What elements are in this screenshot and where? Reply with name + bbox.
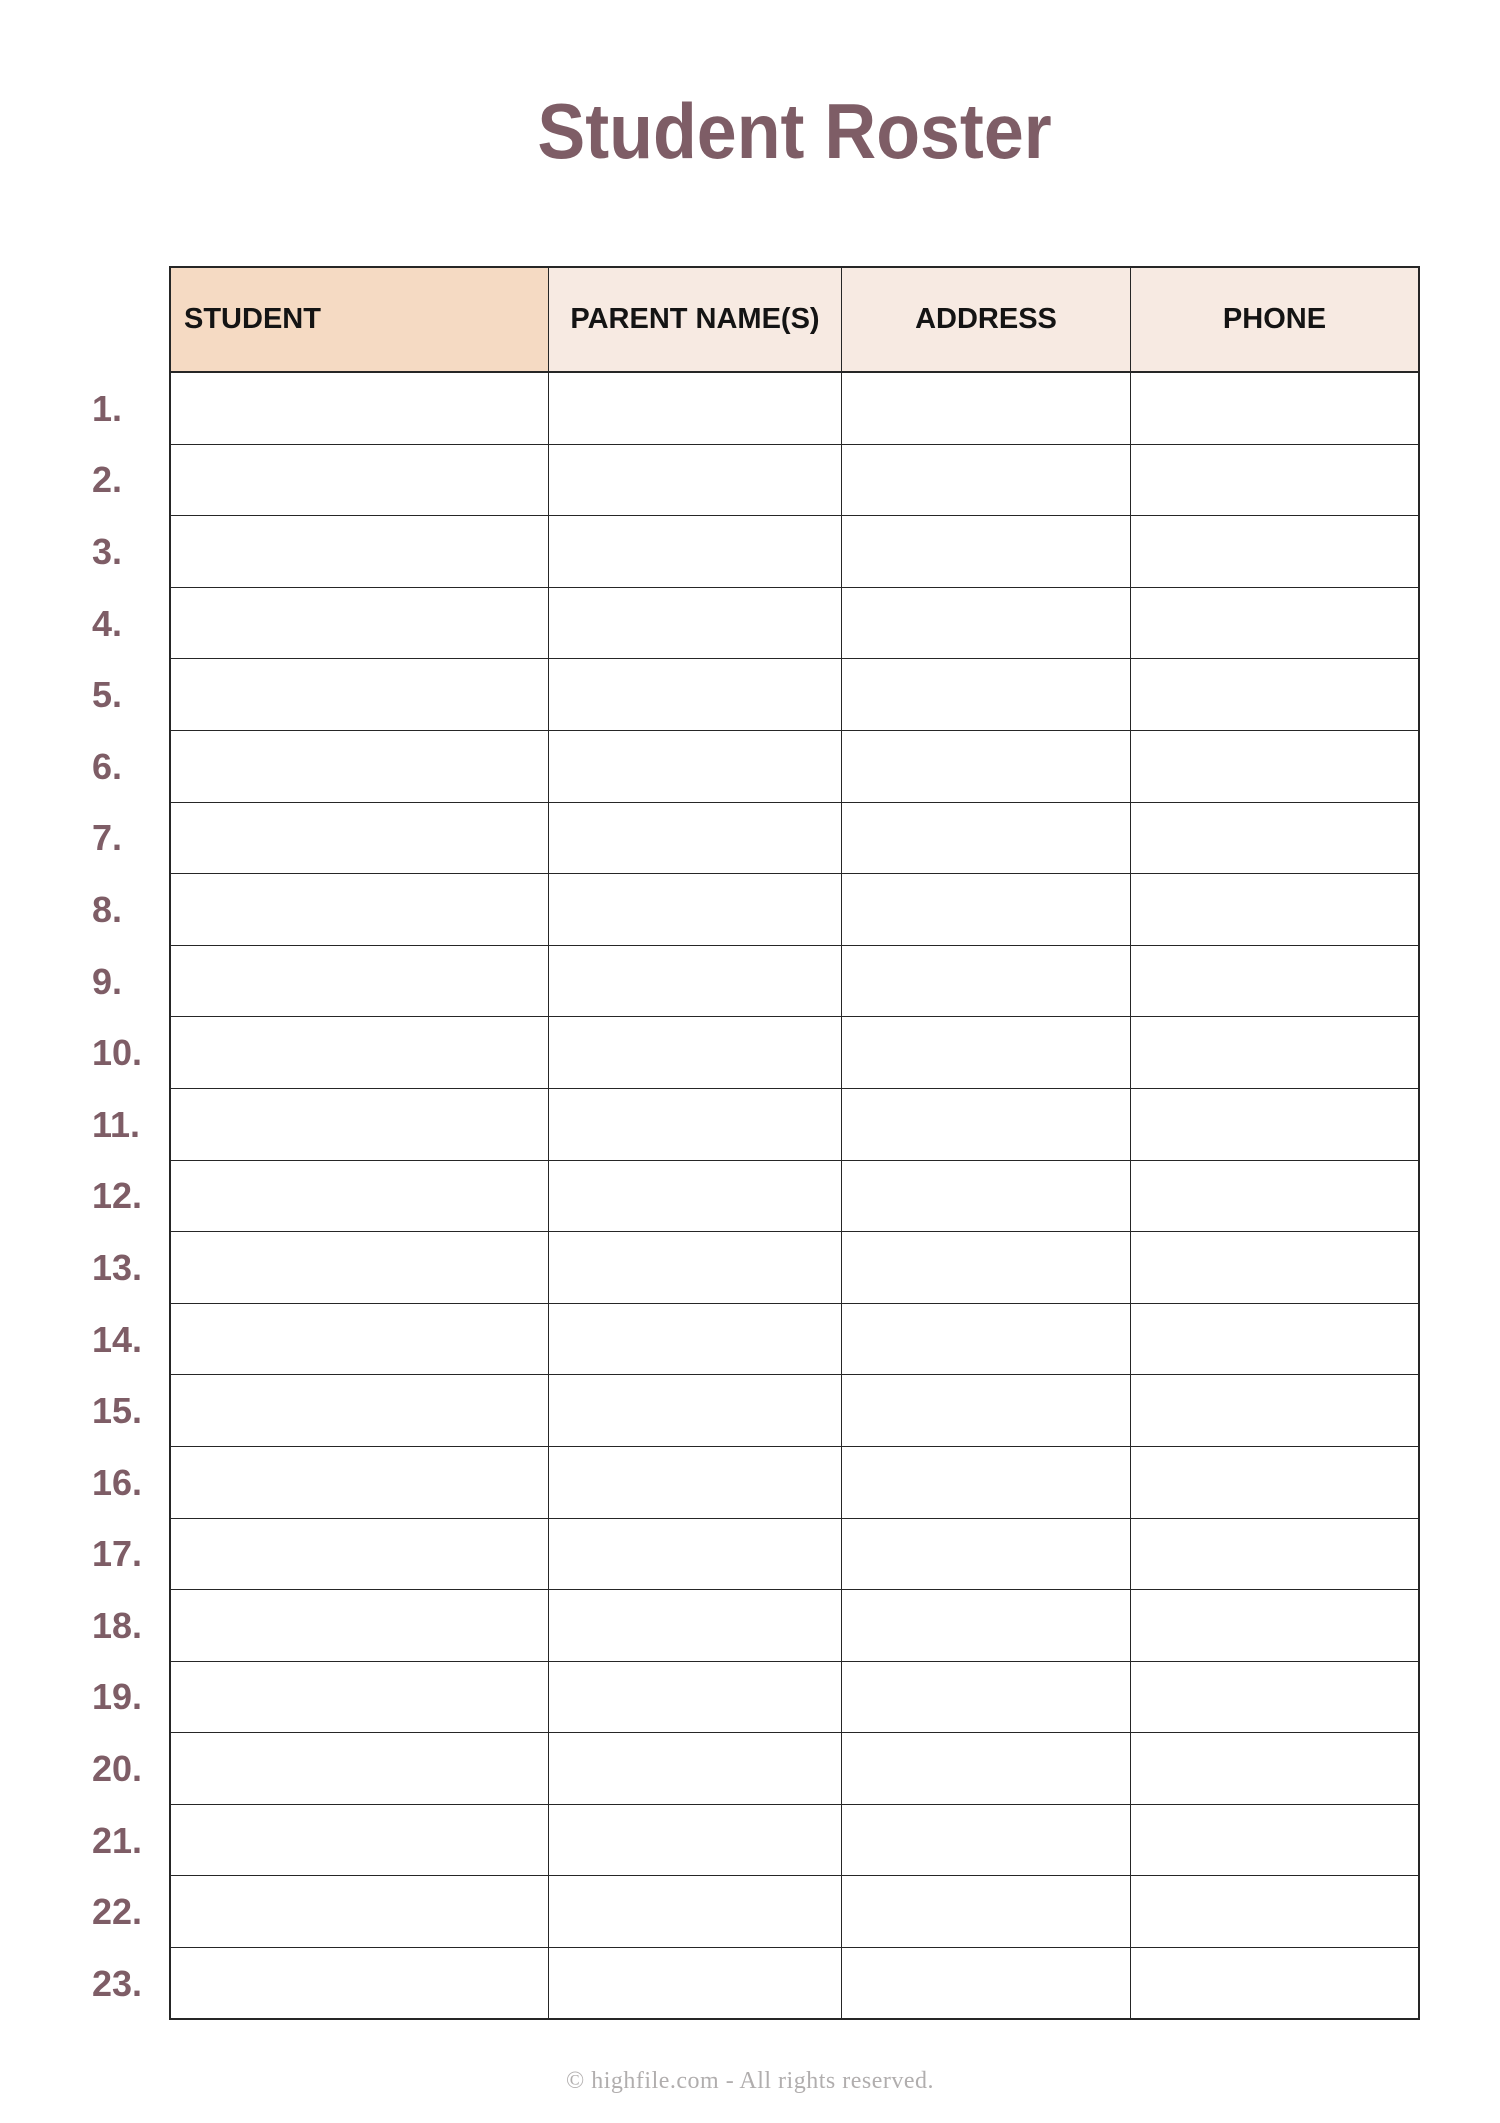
cell-address[interactable] bbox=[841, 1519, 1130, 1591]
cell-address[interactable] bbox=[841, 1876, 1130, 1948]
cell-address[interactable] bbox=[841, 1590, 1130, 1662]
cell-phone[interactable] bbox=[1130, 1017, 1420, 1089]
cell-student[interactable] bbox=[169, 373, 548, 445]
cell-parent_names[interactable] bbox=[548, 803, 841, 875]
row-number: 11. bbox=[75, 1089, 169, 1161]
title-wrap bbox=[169, 76, 1420, 186]
cell-phone[interactable] bbox=[1130, 731, 1420, 803]
cell-parent_names[interactable] bbox=[548, 659, 841, 731]
header-address: ADDRESS bbox=[841, 266, 1130, 373]
cell-student[interactable] bbox=[169, 1447, 548, 1519]
cell-address[interactable] bbox=[841, 1948, 1130, 2020]
row-number: 9. bbox=[75, 946, 169, 1018]
cell-parent_names[interactable] bbox=[548, 588, 841, 660]
cell-parent_names[interactable] bbox=[548, 1232, 841, 1304]
cell-parent_names[interactable] bbox=[548, 1304, 841, 1376]
cell-student[interactable] bbox=[169, 659, 548, 731]
row-number: 1. bbox=[75, 373, 169, 445]
header-student: STUDENT bbox=[169, 266, 548, 373]
row-number: 10. bbox=[75, 1017, 169, 1089]
cell-parent_names[interactable] bbox=[548, 1519, 841, 1591]
cell-student[interactable] bbox=[169, 1876, 548, 1948]
row-number: 14. bbox=[75, 1304, 169, 1376]
cell-parent_names[interactable] bbox=[548, 1876, 841, 1948]
row-number: 2. bbox=[75, 445, 169, 517]
row-number: 8. bbox=[75, 874, 169, 946]
cell-address[interactable] bbox=[841, 1161, 1130, 1233]
cell-address[interactable] bbox=[841, 731, 1130, 803]
cell-parent_names[interactable] bbox=[548, 1662, 841, 1734]
cell-phone[interactable] bbox=[1130, 803, 1420, 875]
cell-parent_names[interactable] bbox=[548, 1017, 841, 1089]
page-title: Student Roster bbox=[537, 87, 1052, 175]
cell-parent_names[interactable] bbox=[548, 445, 841, 517]
cell-parent_names[interactable] bbox=[548, 1590, 841, 1662]
cell-student[interactable] bbox=[169, 516, 548, 588]
row-number: 21. bbox=[75, 1805, 169, 1877]
row-number: 17. bbox=[75, 1519, 169, 1591]
cell-address[interactable] bbox=[841, 1017, 1130, 1089]
cell-address[interactable] bbox=[841, 874, 1130, 946]
cell-phone[interactable] bbox=[1130, 1375, 1420, 1447]
cell-parent_names[interactable] bbox=[548, 874, 841, 946]
header-phone: PHONE bbox=[1130, 266, 1420, 373]
cell-student[interactable] bbox=[169, 1232, 548, 1304]
row-number: 16. bbox=[75, 1447, 169, 1519]
cell-address[interactable] bbox=[841, 373, 1130, 445]
row-number: 20. bbox=[75, 1733, 169, 1805]
row-number: 22. bbox=[75, 1876, 169, 1948]
row-number: 7. bbox=[75, 803, 169, 875]
row-number: 23. bbox=[75, 1948, 169, 2020]
cell-parent_names[interactable] bbox=[548, 1161, 841, 1233]
cell-address[interactable] bbox=[841, 1089, 1130, 1161]
cell-phone[interactable] bbox=[1130, 373, 1420, 445]
cell-address[interactable] bbox=[841, 588, 1130, 660]
cell-address[interactable] bbox=[841, 1805, 1130, 1877]
cell-phone[interactable] bbox=[1130, 1948, 1420, 2020]
cell-phone[interactable] bbox=[1130, 1733, 1420, 1805]
cell-phone[interactable] bbox=[1130, 1519, 1420, 1591]
cell-phone[interactable] bbox=[1130, 659, 1420, 731]
cell-phone[interactable] bbox=[1130, 1089, 1420, 1161]
cell-address[interactable] bbox=[841, 1733, 1130, 1805]
cell-phone[interactable] bbox=[1130, 1590, 1420, 1662]
cell-student[interactable] bbox=[169, 1017, 548, 1089]
cell-student[interactable] bbox=[169, 1304, 548, 1376]
cell-student[interactable] bbox=[169, 1590, 548, 1662]
cell-parent_names[interactable] bbox=[548, 1375, 841, 1447]
cell-phone[interactable] bbox=[1130, 588, 1420, 660]
header-parent-names: PARENT NAME(S) bbox=[548, 266, 841, 373]
cell-address[interactable] bbox=[841, 946, 1130, 1018]
cell-student[interactable] bbox=[169, 1519, 548, 1591]
cell-student[interactable] bbox=[169, 874, 548, 946]
cell-parent_names[interactable] bbox=[548, 373, 841, 445]
cell-parent_names[interactable] bbox=[548, 1089, 841, 1161]
row-number: 18. bbox=[75, 1590, 169, 1662]
cell-phone[interactable] bbox=[1130, 1232, 1420, 1304]
row-number: 6. bbox=[75, 731, 169, 803]
corner-spacer bbox=[75, 266, 169, 373]
cell-student[interactable] bbox=[169, 1089, 548, 1161]
cell-phone[interactable] bbox=[1130, 1662, 1420, 1734]
cell-phone[interactable] bbox=[1130, 874, 1420, 946]
cell-phone[interactable] bbox=[1130, 516, 1420, 588]
cell-parent_names[interactable] bbox=[548, 1733, 841, 1805]
cell-student[interactable] bbox=[169, 946, 548, 1018]
cell-address[interactable] bbox=[841, 1447, 1130, 1519]
cell-parent_names[interactable] bbox=[548, 731, 841, 803]
cell-student[interactable] bbox=[169, 1161, 548, 1233]
cell-student[interactable] bbox=[169, 445, 548, 517]
roster-table bbox=[75, 266, 1420, 2020]
footer-copyright: © highfile.com - All rights reserved. bbox=[566, 2068, 934, 2094]
cell-address[interactable] bbox=[841, 803, 1130, 875]
row-number: 15. bbox=[75, 1375, 169, 1447]
row-number: 3. bbox=[75, 516, 169, 588]
cell-student[interactable] bbox=[169, 1948, 548, 2020]
cell-student[interactable] bbox=[169, 1733, 548, 1805]
cell-student[interactable] bbox=[169, 1662, 548, 1734]
row-number: 13. bbox=[75, 1232, 169, 1304]
cell-parent_names[interactable] bbox=[548, 1948, 841, 2020]
cell-phone[interactable] bbox=[1130, 1876, 1420, 1948]
cell-parent_names[interactable] bbox=[548, 1447, 841, 1519]
cell-phone[interactable] bbox=[1130, 946, 1420, 1018]
cell-address[interactable] bbox=[841, 1232, 1130, 1304]
cell-phone[interactable] bbox=[1130, 1447, 1420, 1519]
row-number: 12. bbox=[75, 1161, 169, 1233]
cell-student[interactable] bbox=[169, 803, 548, 875]
cell-parent_names[interactable] bbox=[548, 946, 841, 1018]
row-number: 4. bbox=[75, 588, 169, 660]
cell-phone[interactable] bbox=[1130, 1161, 1420, 1233]
cell-parent_names[interactable] bbox=[548, 1805, 841, 1877]
cell-phone[interactable] bbox=[1130, 1304, 1420, 1376]
cell-address[interactable] bbox=[841, 1375, 1130, 1447]
cell-student[interactable] bbox=[169, 1375, 548, 1447]
cell-parent_names[interactable] bbox=[548, 516, 841, 588]
cell-student[interactable] bbox=[169, 588, 548, 660]
cell-address[interactable] bbox=[841, 1662, 1130, 1734]
cell-student[interactable] bbox=[169, 731, 548, 803]
cell-phone[interactable] bbox=[1130, 445, 1420, 517]
cell-address[interactable] bbox=[841, 445, 1130, 517]
row-number: 5. bbox=[75, 659, 169, 731]
cell-phone[interactable] bbox=[1130, 1805, 1420, 1877]
cell-student[interactable] bbox=[169, 1805, 548, 1877]
cell-address[interactable] bbox=[841, 1304, 1130, 1376]
cell-address[interactable] bbox=[841, 659, 1130, 731]
cell-address[interactable] bbox=[841, 516, 1130, 588]
row-number: 19. bbox=[75, 1662, 169, 1734]
